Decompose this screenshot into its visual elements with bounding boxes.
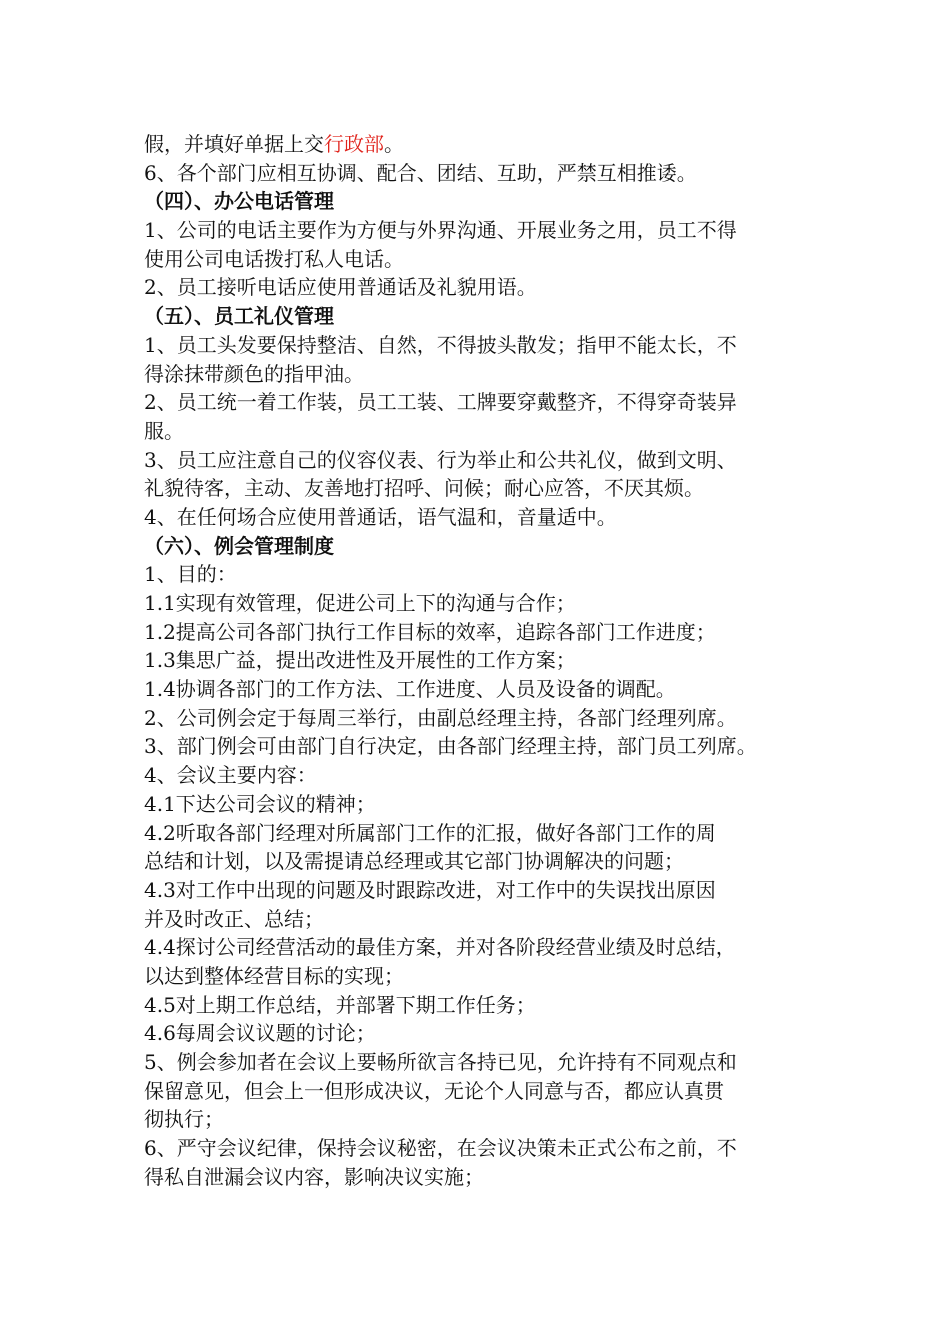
- text-line: 1、公司的电话主要作为方便与外界沟通、开展业务之用，员工不得: [144, 218, 737, 243]
- text-line: 2、员工接听电话应使用普通话及礼貌用语。: [144, 275, 537, 300]
- text-line: 彻执行；: [144, 1107, 224, 1132]
- text-line: 4.6每周会议议题的讨论；: [144, 1021, 376, 1046]
- text-line: 1、目的：: [144, 562, 237, 587]
- text-line: 3、部门例会可由部门自行决定，由各部门经理主持，部门员工列席。: [144, 734, 757, 759]
- text-line: 4、会议主要内容：: [144, 763, 317, 788]
- text-segment: 假，并填好单据上交: [144, 132, 324, 156]
- text-line: 1.2提高公司各部门执行工作目标的效率，追踪各部门工作进度；: [144, 619, 716, 644]
- text-line: 得涂抹带颜色的指甲油。: [144, 361, 364, 386]
- text-line: 1、员工头发要保持整洁、自然，不得披头散发；指甲不能太长，不: [144, 332, 737, 357]
- text-line: 4.3对工作中出现的问题及时跟踪改进，对工作中的失误找出原因: [144, 877, 716, 902]
- text-line: 4.2听取各部门经理对所属部门工作的汇报，做好各部门工作的周: [144, 820, 716, 845]
- text-line: 6、各个部门应相互协调、配合、团结、互助，严禁互相推诿。: [144, 160, 697, 185]
- text-line: 3、员工应注意自己的仪容仪表、行为举止和公共礼仪，做到文明、: [144, 447, 737, 472]
- section-heading: （五）、员工礼仪管理: [144, 304, 334, 329]
- section-heading: （六）、例会管理制度: [144, 533, 334, 558]
- text-line: 保留意见，但会上一但形成决议，无论个人同意与否，都应认真贯: [144, 1078, 724, 1103]
- text-line: 4.4探讨公司经营活动的最佳方案，并对各阶段经营业绩及时总结，: [144, 935, 736, 960]
- text-line: 6、严守会议纪律，保持会议秘密，在会议决策未正式公布之前，不: [144, 1136, 737, 1161]
- text-line: 1.4协调各部门的工作方法、工作进度、人员及设备的调配。: [144, 677, 676, 702]
- text-line: 礼貌待客，主动、友善地打招呼、问候；耐心应答，不厌其烦。: [144, 476, 704, 501]
- document-page: [144, 130, 824, 1191]
- text-line: 总结和计划，以及需提请总经理或其它部门协调解决的问题；: [144, 849, 684, 874]
- text-line: 服。: [144, 418, 184, 443]
- text-line: 4.5对上期工作总结，并部署下期工作任务；: [144, 992, 536, 1017]
- text-line: 并及时改正、总结；: [144, 906, 324, 931]
- text-line: 2、公司例会定于每周三举行，由副总经理主持，各部门经理列席。: [144, 705, 737, 730]
- text-line: 以达到整体经营目标的实现；: [144, 963, 404, 988]
- text-line: 得私自泄漏会议内容，影响决议实施；: [144, 1164, 484, 1189]
- text-line: 2、员工统一着工作装，员工工装、工牌要穿戴整齐，不得穿奇装异: [144, 390, 737, 415]
- document-body: [144, 159, 824, 1192]
- text-line: 5、例会参加者在会议上要畅所欲言各持已见，允许持有不同观点和: [144, 1050, 737, 1074]
- text-segment: 。: [384, 132, 404, 156]
- text-line: 使用公司电话拨打私人电话。: [144, 246, 404, 271]
- highlighted-text-admin-dept: 行政部: [324, 132, 384, 156]
- text-line: 4、在任何场合应使用普通话，语气温和，音量适中。: [144, 504, 617, 529]
- text-line: 1.3集思广益，提出改进性及开展性的工作方案；: [144, 648, 576, 673]
- section-heading: （四）、办公电话管理: [144, 189, 334, 214]
- text-line: 1.1实现有效管理，促进公司上下的沟通与合作；: [144, 591, 576, 615]
- text-line: 4.1下达公司会议的精神；: [144, 791, 376, 816]
- text-line-first: [144, 130, 824, 159]
